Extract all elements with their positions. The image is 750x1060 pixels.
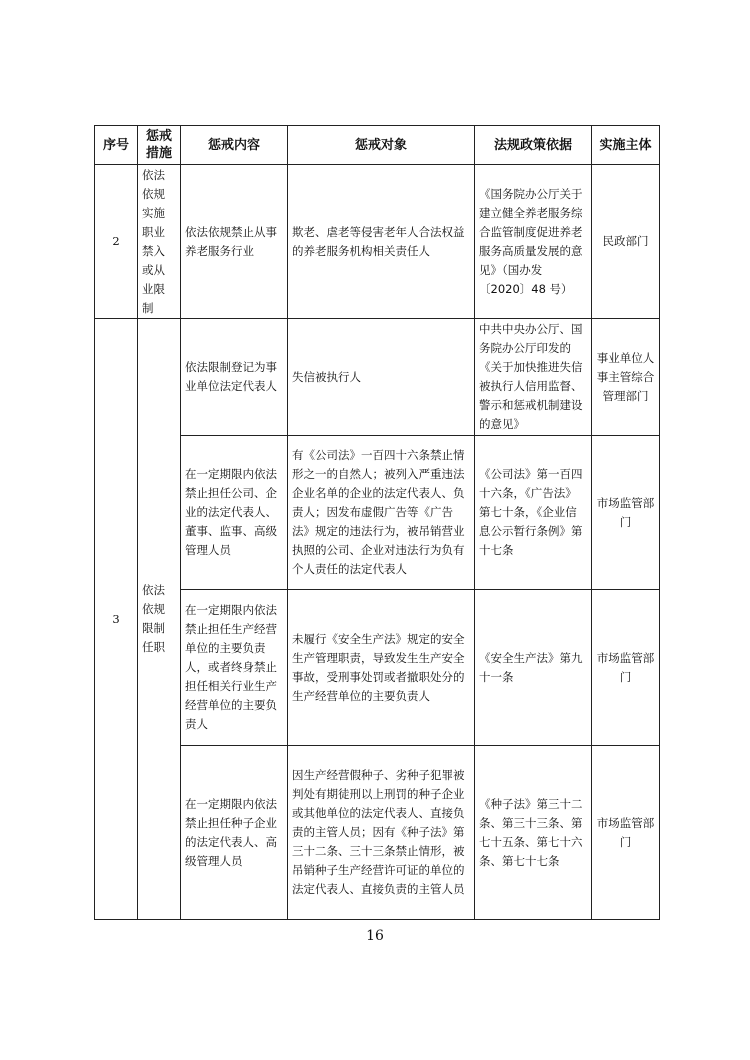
row-target: 欺老、虐老等侵害老年人合法权益的养老服务机构相关责任人 [288, 165, 475, 319]
row-subject: 市场监管部门 [592, 590, 660, 746]
page-number: 16 [366, 928, 384, 944]
row-subject: 民政部门 [592, 165, 660, 319]
header-measure: 惩戒措施 [138, 126, 181, 165]
row-content: 在一定期限内依法禁止担任公司、企业的法定代表人、董事、监事、高级管理人员 [181, 436, 288, 590]
header-target: 惩戒对象 [288, 126, 475, 165]
header-seq: 序号 [95, 126, 138, 165]
row-target: 因生产经营假种子、劣种子犯罪被判处有期徒刑以上刑罚的种子企业或其他单位的法定代表人、直接负责的主管人员；因有《种子法》第三十二条、三十三条禁止情形，被吊销种子生产经营许可证的单位的法定代表人、直接负责的主管人员 [288, 746, 475, 920]
header-row [95, 126, 660, 165]
row-measure: 依法依规限制任职 [138, 319, 181, 920]
row-subject: 市场监管部门 [592, 746, 660, 920]
row-subject: 市场监管部门 [592, 436, 660, 590]
row-target: 有《公司法》一百四十六条禁止情形之一的自然人；被列入严重违法企业名单的企业的法定代表人、负责人；因发布虚假广告等《广告法》规定的违法行为，被吊销营业执照的公司、企业对违法行为负有个人责任的法定代表人 [288, 436, 475, 590]
header-subject: 实施主体 [592, 126, 660, 165]
header-content: 惩戒内容 [181, 126, 288, 165]
table-row [95, 319, 660, 436]
row-content: 在一定期限内依法禁止担任种子企业的法定代表人、高级管理人员 [181, 746, 288, 920]
row-subject: 事业单位人事主管综合管理部门 [592, 319, 660, 436]
table-row [95, 165, 660, 319]
row-target: 未履行《安全生产法》规定的安全生产管理职责，导致发生生产安全事故，受刑事处罚或者撤职处分的生产经营单位的主要负责人 [288, 590, 475, 746]
row-basis: 《国务院办公厅关于建立健全养老服务综合监管制度促进养老服务高质量发展的意见》（国办发〔2020〕48 号） [475, 165, 592, 319]
row-measure: 依法依规实施职业禁入或从业限制 [138, 165, 181, 319]
row-seq: 2 [95, 165, 138, 319]
row-basis: 中共中央办公厅、国务院办公厅印发的《关于加快推进失信被执行人信用监督、警示和惩戒机制建设的意见》 [475, 319, 592, 436]
header-basis: 法规政策依据 [475, 126, 592, 165]
sanctions-table [94, 125, 660, 920]
row-seq: 3 [95, 319, 138, 920]
row-content: 依法限制登记为事业单位法定代表人 [181, 319, 288, 436]
row-basis: 《种子法》第三十二条、第三十三条、第七十五条、第七十六条、第七十七条 [475, 746, 592, 920]
row-content: 依法依规禁止从事养老服务行业 [181, 165, 288, 319]
row-basis: 《安全生产法》第九十一条 [475, 590, 592, 746]
row-content: 在一定期限内依法禁止担任生产经营单位的主要负责人，或者终身禁止担任相关行业生产经营单位的主要负责人 [181, 590, 288, 746]
row-target: 失信被执行人 [288, 319, 475, 436]
row-basis: 《公司法》第一百四十六条，《广告法》第七十条，《企业信息公示暂行条例》第十七条 [475, 436, 592, 590]
